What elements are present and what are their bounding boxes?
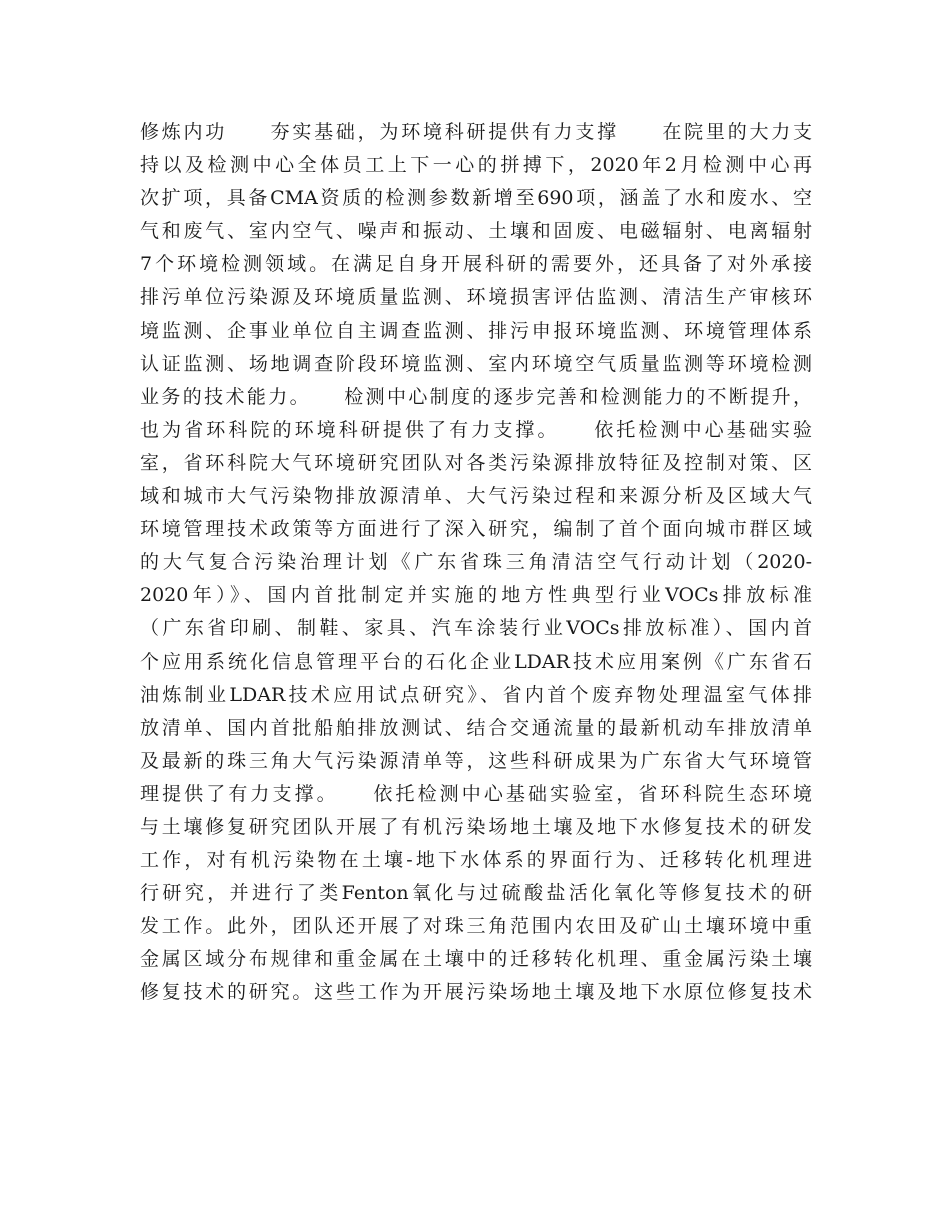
text-line: 7个环境检测领域。在满足自身开展科研的需要外，还具备了对外承接 — [140, 253, 812, 276]
text-line: 次扩项，具备CMA资质的检测参数新增至690项，涵盖了水和废水、空 — [140, 187, 812, 210]
text-line: 持以及检测中心全体员工上下一心的拼搏下，2020年2月检测中心再 — [140, 154, 812, 177]
text-line: 与土壤修复研究团队开展了有机污染场地土壤及地下水修复技术的研发 — [140, 815, 812, 838]
text-line: 业务的技术能力。 检测中心制度的逐步完善和检测能力的不断提升， — [140, 385, 812, 408]
text-line: 及最新的珠三角大气污染源清单等，这些科研成果为广东省大气环境管 — [140, 749, 812, 772]
text-line: （广东省印刷、制鞋、家具、汽车涂装行业VOCs排放标准）、国内首 — [140, 617, 812, 640]
body-text — [140, 116, 812, 1010]
text-line: 修炼内功 夯实基础，为环境科研提供有力支撑 在院里的大力支 — [140, 121, 812, 143]
text-line: 发工作。此外，团队还开展了对珠三角范围内农田及矿山土壤环境中重 — [140, 915, 812, 938]
text-line: 金属区域分布规律和重金属在土壤中的迁移转化机理、重金属污染土壤 — [140, 948, 812, 971]
text-line: 环境管理技术政策等方面进行了深入研究，编制了首个面向城市群区域 — [140, 518, 812, 541]
text-line: 也为省环科院的环境科研提供了有力支撑。 依托检测中心基础实验 — [140, 418, 812, 441]
text-line: 修复技术的研究。这些工作为开展污染场地土壤及地下水原位修复技术 — [140, 981, 812, 1004]
text-line: 个应用系统化信息管理平台的石化企业LDAR技术应用案例《广东省石 — [140, 650, 812, 673]
text-line: 境监测、企事业单位自主调查监测、排污申报环境监测、环境管理体系 — [140, 319, 812, 342]
text-line: 2020年）》、国内首批制定并实施的地方性典型行业VOCs排放标准 — [140, 584, 812, 607]
text-line: 油炼制业LDAR技术应用试点研究》、省内首个废弃物处理温室气体排 — [140, 683, 812, 706]
text-line: 行研究，并进行了类Fenton氧化与过硫酸盐活化氧化等修复技术的研 — [140, 882, 812, 905]
text-line: 排污单位污染源及环境质量监测、环境损害评估监测、清洁生产审核环 — [140, 286, 812, 309]
text-line: 的大气复合污染治理计划《广东省珠三角清洁空气行动计划（2020- — [140, 551, 812, 574]
text-line: 理提供了有力支撑。 依托检测中心基础实验室，省环科院生态环境 — [140, 782, 812, 805]
text-line: 域和城市大气污染物排放源清单、大气污染过程和来源分析及区域大气 — [140, 485, 812, 508]
text-line: 工作，对有机污染物在土壤-地下水体系的界面行为、迁移转化机理进 — [140, 849, 812, 872]
text-line: 认证监测、场地调查阶段环境监测、室内环境空气质量监测等环境检测 — [140, 352, 812, 375]
text-line: 室，省环科院大气环境研究团队对各类污染源排放特征及控制对策、区 — [140, 451, 812, 474]
text-line: 放清单、国内首批船舶排放测试、结合交通流量的最新机动车排放清单 — [140, 716, 812, 739]
text-line: 气和废气、室内空气、噪声和振动、土壤和固废、电磁辐射、电离辐射 — [140, 220, 812, 243]
